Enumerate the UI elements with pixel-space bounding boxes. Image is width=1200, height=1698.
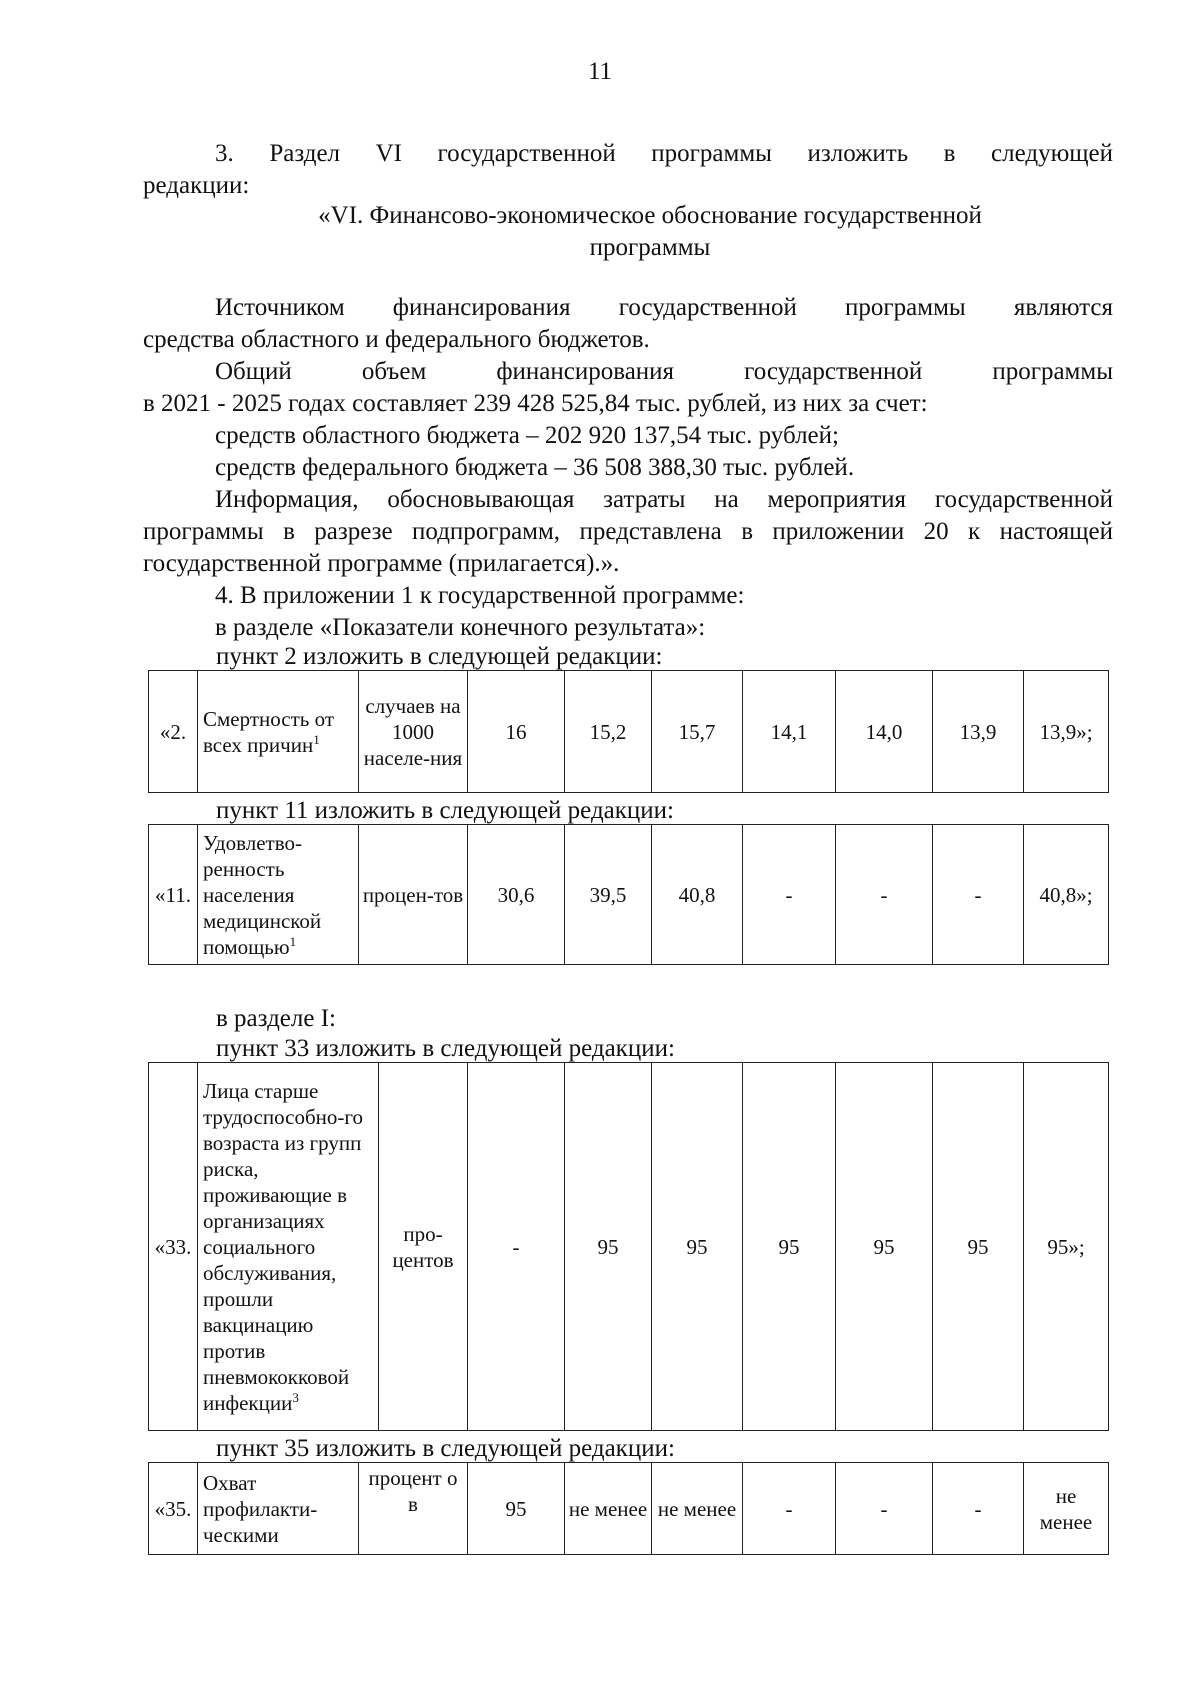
value-cell: - [836, 825, 933, 965]
table-row [149, 671, 1109, 793]
caption-point-35: пункт 35 изложить в следующей редакции: [216, 1435, 675, 1462]
item-3-line2: редакции: [143, 172, 250, 199]
section-results: в разделе «Показатели конечного результата»: [215, 614, 706, 641]
value-cell: 13,9»; [1024, 671, 1109, 793]
value-cell: - [933, 1463, 1024, 1555]
table-row [149, 1063, 1109, 1431]
indicator-name: Удовлетво-ренность населения медицинской помощью$^1$ [198, 825, 359, 965]
indicator-name: Смертность от всех причин$^1$ [198, 671, 359, 793]
footnote-mark: 1 [289, 933, 297, 949]
row-number: «35. [149, 1463, 198, 1555]
value-cell: 95»; [1024, 1063, 1109, 1431]
page-number: 11 [587, 58, 613, 85]
value-cell: - [836, 1463, 933, 1555]
caption-point-2: пункт 2 изложить в следующей редакции: [216, 643, 663, 670]
value-cell: 14,0 [836, 671, 933, 793]
table-point-2 [148, 670, 1109, 793]
value-cell: 39,5 [565, 825, 652, 965]
value-cell: 40,8»; [1024, 825, 1109, 965]
para-volume-line2: в 2021 - 2025 годах составляет 239 428 525,84 тыс. рублей, из них за счет: [143, 390, 928, 417]
unit-cell: случаев на 1000 населе-ния [359, 671, 468, 793]
value-cell: - [468, 1063, 565, 1431]
value-cell: - [743, 825, 836, 965]
table-row [149, 1463, 1109, 1555]
section-heading-line2: программы [589, 234, 711, 261]
value-cell: 95 [652, 1063, 743, 1431]
table-point-33 [148, 1062, 1109, 1431]
para-source-line1: Источником финансирования государственной программы являются [215, 294, 1113, 321]
section-heading-line1: «VI. Финансово-экономическое обоснование государственной [318, 202, 982, 229]
footnote-mark: 3 [292, 1389, 299, 1405]
unit-cell: про-центов [379, 1063, 468, 1431]
para-info-line2: программы в разрезе подпрограмм, представлена в приложении 20 к настоящей [143, 518, 1113, 545]
caption-point-33: пункт 33 изложить в следующей редакции: [216, 1035, 675, 1062]
para-info-line3: государственной программе (прилагается).». [143, 550, 620, 577]
value-cell: не менее [652, 1463, 743, 1555]
value-cell: 15,2 [565, 671, 652, 793]
unit-cell: процен-тов [359, 825, 468, 965]
value-cell: 95 [836, 1063, 933, 1431]
para-info-line1: Информация, обосновывающая затраты на мероприятия государственной [215, 486, 1113, 513]
row-number: «33. [149, 1063, 198, 1431]
value-cell: не менее [565, 1463, 652, 1555]
para-regional-budget: средств областного бюджета – 202 920 137,54 тыс. рублей; [215, 422, 839, 449]
value-cell: - [743, 1463, 836, 1555]
row-number: «2. [149, 671, 198, 793]
value-cell: - [933, 825, 1024, 965]
value-cell: 16 [468, 671, 565, 793]
table-row [149, 825, 1109, 965]
value-cell: не менее [1024, 1463, 1109, 1555]
value-cell: 15,7 [652, 671, 743, 793]
value-cell: 13,9 [933, 671, 1024, 793]
table-point-35 [148, 1462, 1109, 1555]
value-cell: 30,6 [468, 825, 565, 965]
item-3-line1: 3. Раздел VI государственной программы изложить в следующей [215, 140, 1113, 167]
para-federal-budget: средств федерального бюджета – 36 508 388,30 тыс. рублей. [215, 454, 855, 481]
value-cell: 95 [743, 1063, 836, 1431]
value-cell: 95 [933, 1063, 1024, 1431]
row-number: «11. [149, 825, 198, 965]
footnote-mark: 1 [313, 731, 320, 747]
indicator-name: Лица старше трудоспособно-го возраста из групп риска, проживающие в организациях социального обслуживания, прошли вакцинацию против пневмококковой инфекции$^3$ [198, 1063, 379, 1431]
unit-cell: процент о в [359, 1463, 468, 1555]
section-I: в разделе I: [216, 1005, 336, 1032]
indicator-name: Охват профилакти-ческими [198, 1463, 359, 1555]
table-point-11 [148, 824, 1109, 965]
value-cell: 14,1 [743, 671, 836, 793]
para-source-line2: средства областного и федерального бюджетов. [143, 326, 650, 353]
value-cell: 95 [565, 1063, 652, 1431]
value-cell: 40,8 [652, 825, 743, 965]
value-cell: 95 [468, 1463, 565, 1555]
caption-point-11: пункт 11 изложить в следующей редакции: [216, 797, 674, 824]
para-volume-line1: Общий объем финансирования государственной программы [215, 358, 1113, 385]
item-4: 4. В приложении 1 к государственной программе: [215, 582, 745, 609]
